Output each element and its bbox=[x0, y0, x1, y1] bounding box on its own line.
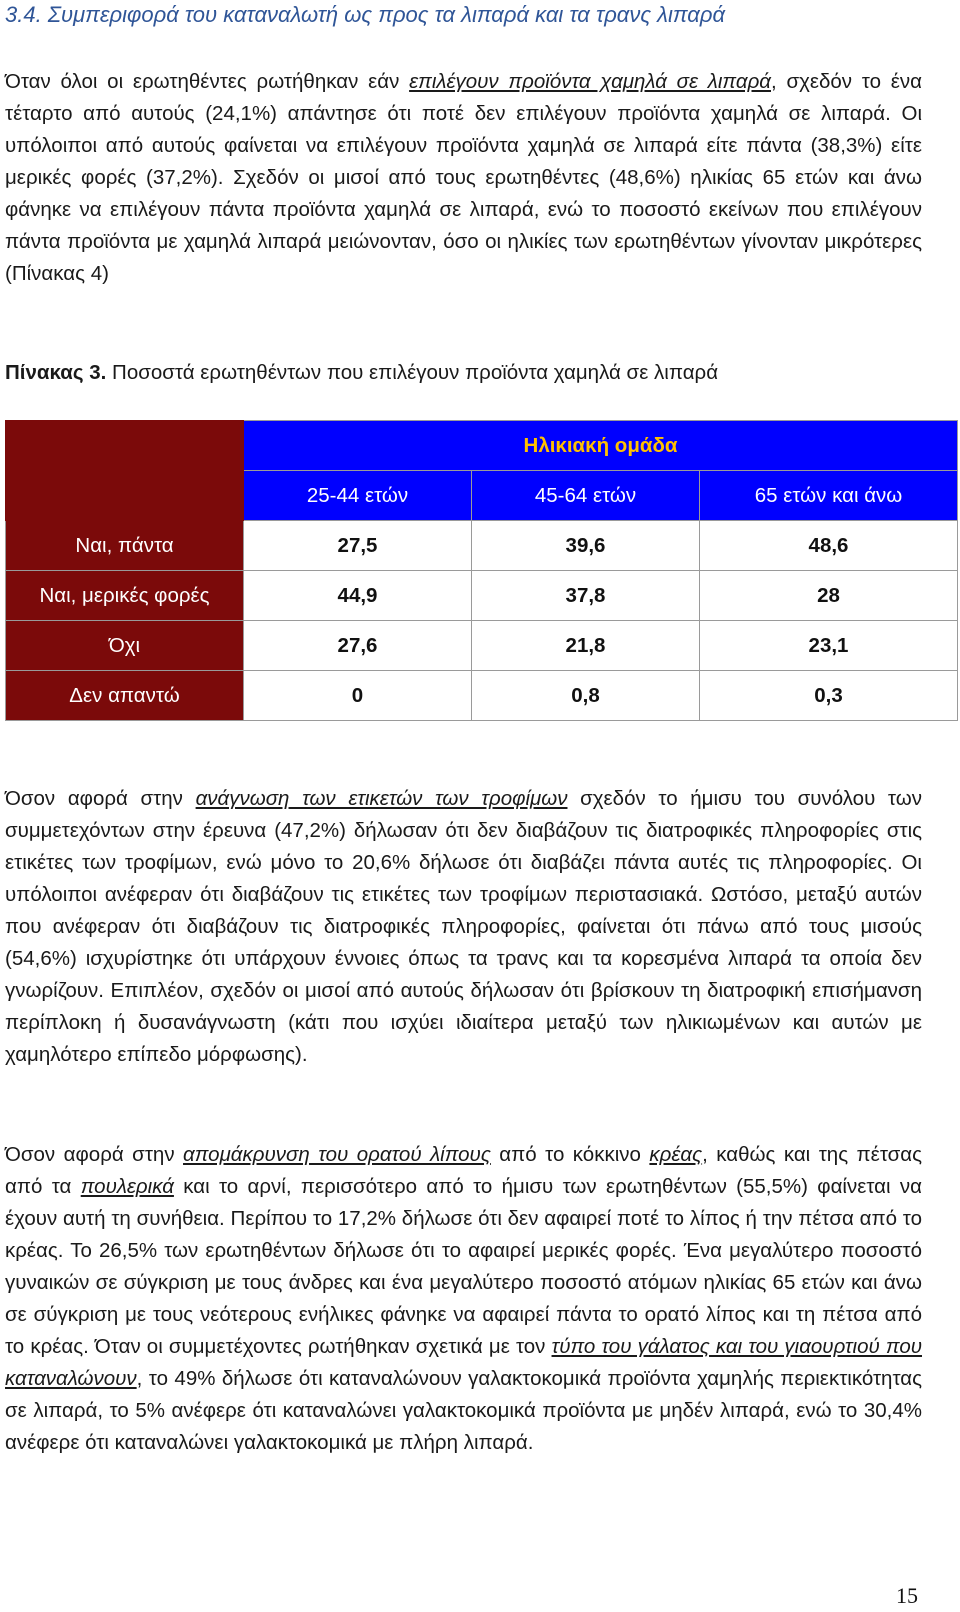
page-number: 15 bbox=[896, 1583, 918, 1608]
paragraph-text: , το 49% δήλωσε ότι καταναλώνουν γαλακτοκομικά προϊόντα χαμηλής περιεκτικότητας σε λιπαρά, το 5% ανέφερε ότι καταναλώνει γαλακτοκομικά προϊόντα με μηδέν λιπαρά, ενώ το 30,4% ανέφερε ότι καταναλώνει γαλακτοκομικά με πλήρη λιπαρά. bbox=[5, 1367, 922, 1454]
table-cell: 21,8 bbox=[472, 621, 700, 671]
row-label: Όχι bbox=[6, 621, 244, 671]
table-row bbox=[6, 571, 958, 621]
table-row bbox=[6, 521, 958, 571]
paragraph-text: , σχεδόν το ένα τέταρτο από αυτούς (24,1%) απάντησε ότι ποτέ δεν επιλέγουν προϊόντα χαμηλά σε λιπαρά. Οι υπόλοιποι από αυτούς φαίνεται να επιλέγουν προϊόντα χαμηλά σε λιπαρά είτε πάντα (38,3%) είτε μερικές φορές (37,2%). Σχεδόν οι μισοί από τους ερωτηθέντες (48,6%) ηλικίας 65 ετών και άνω φάνηκε να επιλέγουν πάντα προϊόντα χαμηλά σε λιπαρά, ενώ το ποσοστό εκείνων που επιλέγουν πάντα προϊόντα με χαμηλά λιπαρά μειώνονταν, όσο οι ηλικίες των ερωτηθέντων γίνονταν μικρότερες (Πίνακας 4) bbox=[5, 70, 922, 285]
table-corner-cell bbox=[6, 421, 244, 521]
column-header: 25-44 ετών bbox=[244, 471, 472, 521]
paragraph-text: Όταν όλοι οι ερωτηθέντες ρωτήθηκαν εάν bbox=[5, 70, 410, 93]
table-cell: 23,1 bbox=[700, 621, 958, 671]
table-caption bbox=[5, 357, 945, 389]
emphasized-phrase: επιλέγουν προϊόντα χαμηλά σε λιπαρά bbox=[409, 70, 771, 93]
section-heading: 3.4. Συμπεριφορά του καταναλωτή ως προς τα λιπαρά και τα τρανς λιπαρά bbox=[5, 2, 725, 27]
emphasized-phrase: κρέας bbox=[649, 1143, 703, 1166]
emphasized-phrase: πουλερικά bbox=[80, 1175, 174, 1198]
table-cell: 44,9 bbox=[244, 571, 472, 621]
paragraph-label-reading bbox=[5, 783, 922, 1105]
table-row bbox=[6, 621, 958, 671]
table-cell: 0,3 bbox=[700, 671, 958, 721]
paragraph-text: από το κόκκινο bbox=[490, 1143, 650, 1166]
table-cell: 27,5 bbox=[244, 521, 472, 571]
table-cell: 48,6 bbox=[700, 521, 958, 571]
row-label: Ναι, μερικές φορές bbox=[6, 571, 244, 621]
table-header-row bbox=[6, 421, 958, 471]
paragraph-low-fat-choice bbox=[5, 66, 922, 322]
emphasized-phrase: ανάγνωση των ετικετών των τροφίμων bbox=[195, 787, 568, 810]
age-group-header: Ηλικιακή ομάδα bbox=[244, 421, 958, 471]
emphasized-phrase: τύπο του γάλατος και του γιαουρτιού που καταναλώνουν bbox=[5, 1335, 922, 1390]
paragraph-text: και το αρνί, περισσότερο από το ήμισυ των ερωτηθέντων (55,5%) φαίνεται να έχουν αυτή τη συνήθεια. Περίπου το 17,2% δήλωσε ότι δεν αφαιρεί ποτέ το λίπος ή την πέτσα από το κρέας. Το 26,5% των ερωτηθέντων δήλωσε ότι το αφαιρεί μερικές φορές. Ένα μεγαλύτερο ποσοστό γυναικών σε σύγκριση με τους άνδρες και ένα μεγαλύτερο ποσοστό ατόμων ηλικίας 65 ετών και άνω σε σύγκριση με τους νεότερους ενήλικες φάνηκε να αφαιρεί πάντα το ορατό λίπος και τη πέτσα από το κρέας. Όταν οι συμμετέχοντες ρωτήθηκαν σχετικά με τον bbox=[5, 1175, 922, 1358]
table-row bbox=[6, 671, 958, 721]
table-cell: 39,6 bbox=[472, 521, 700, 571]
paragraph-text: σχεδόν το ήμισυ του συνόλου των συμμετεχόντων στην έρευνα (47,2%) δήλωσαν ότι δεν διαβάζουν τις διατροφικές πληροφορίες στις ετικέτες των τροφίμων, ενώ μόνο το 20,6% δήλωσε ότι διαβάζει πάντα αυτές τις πληροφορίες. Οι υπόλοιποι ανέφεραν ότι διαβάζουν τις ετικέτες των τροφίμων περιστασιακά. Ωστόσο, μεταξύ αυτών που ανέφεραν ότι διαβάζουν τις διατροφικές πληροφορίες, φαίνεται ότι πάνω από τους μισούς (54,6%) ισχυρίστηκε ότι υπάρχουν έννοιες όπως τα τρανς και τα κορεσμένα λιπαρά τα οποία δεν γνωρίζουν. Επιπλέον, σχεδόν οι μισοί από αυτούς δήλωσαν ότι βρίσκουν τη διατροφική επισήμανση περίπλοκη ή δυσανάγνωστη (κάτι που ισχύει ιδιαίτερα μεταξύ των ηλικιωμένων και αυτών με χαμηλότερο επίπεδο μόρφωσης). bbox=[5, 787, 922, 1066]
paragraph-text: Όσον αφορά στην bbox=[5, 1143, 184, 1166]
table-cell: 37,8 bbox=[472, 571, 700, 621]
row-label: Δεν απαντώ bbox=[6, 671, 244, 721]
emphasized-phrase: απομάκρυνση του ορατού λίπους bbox=[183, 1143, 491, 1166]
paragraph-text: Όσον αφορά στην bbox=[5, 787, 196, 810]
column-header: 45-64 ετών bbox=[472, 471, 700, 521]
table-cell: 27,6 bbox=[244, 621, 472, 671]
table-caption-label: Πίνακας 3. bbox=[5, 361, 107, 384]
paragraph-text: , καθώς και της πέτσας από τα bbox=[5, 1143, 923, 1198]
row-label: Ναι, πάντα bbox=[6, 521, 244, 571]
column-header: 65 ετών και άνω bbox=[700, 471, 958, 521]
table-caption-text: Ποσοστά ερωτηθέντων που επιλέγουν προϊόντα χαμηλά σε λιπαρά bbox=[106, 361, 719, 384]
table-cell: 0,8 bbox=[472, 671, 700, 721]
paragraph-fat-removal bbox=[5, 1139, 922, 1524]
age-group-table bbox=[5, 420, 958, 721]
table-cell: 28 bbox=[700, 571, 958, 621]
table-cell: 0 bbox=[244, 671, 472, 721]
